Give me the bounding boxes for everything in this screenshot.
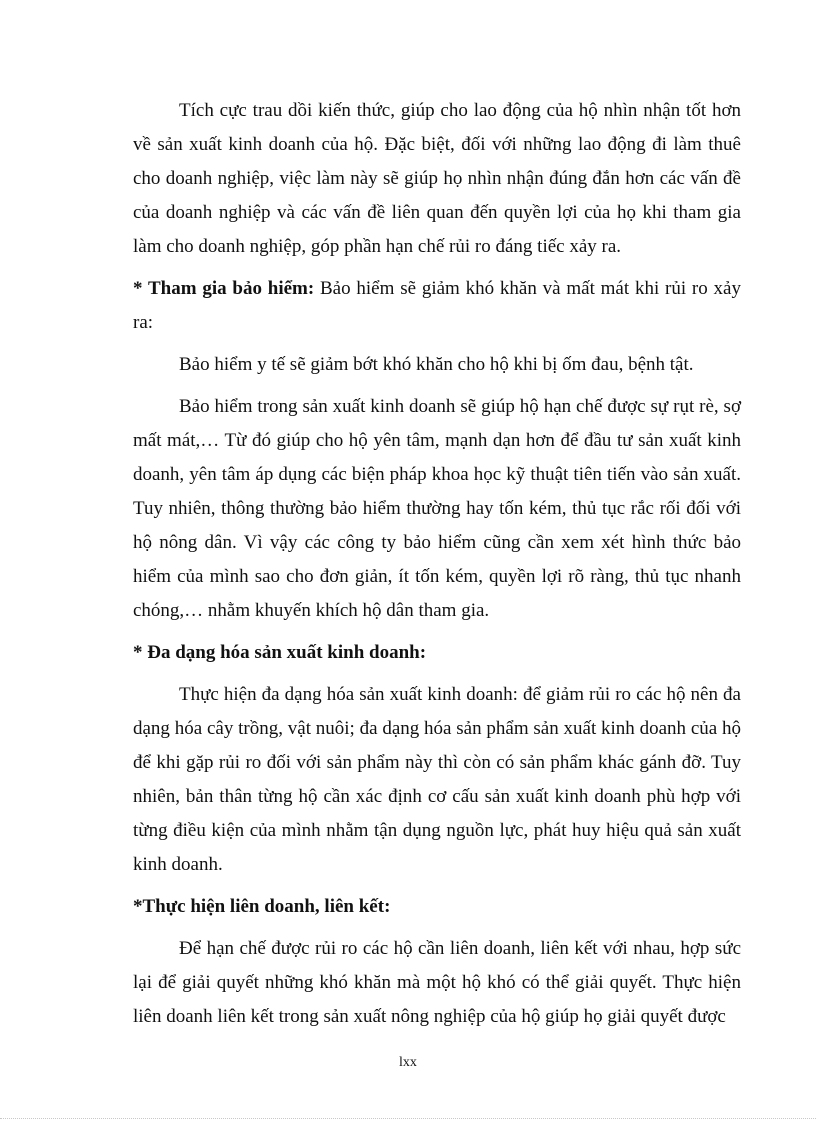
paragraph-diversify: Thực hiện đa dạng hóa sản xuất kinh doanh: để giảm rủi ro các hộ nên đa dạng hóa cây trồng, vật nuôi; đa dạng hóa sản phẩm sản xuất kinh doanh của hộ để khi gặp rủi ro đối với sản phẩm này thì còn có sản phẩm khác gánh đỡ. Tuy nhiên, bản thân từng hộ cần xác định cơ cấu sản xuất kinh doanh phù hợp với từng điều kiện của mình nhằm tận dụng nguồn lực, phát huy hiệu quả sản xuất kinh doanh. (133, 684, 741, 875)
paragraph-knowledge: Tích cực trau dồi kiến thức, giúp cho lao động của hộ nhìn nhận tốt hơn về sản xuất kinh doanh của hộ. Đặc biệt, đối với những lao động đi làm thuê cho doanh nghiệp, việc làm này sẽ giúp họ nhìn nhận đúng đắn hơn các vấn đề của doanh nghiệp và các vấn đề liên quan đến quyền lợi của họ khi tham gia làm cho doanh nghiệp, góp phần hạn chế rủi ro đáng tiếc xảy ra. (133, 100, 741, 257)
paragraph-health-insurance: Bảo hiểm y tế sẽ giảm bớt khó khăn cho hộ khi bị ốm đau, bệnh tật. (179, 354, 694, 375)
paragraph-joint-venture: Để hạn chế được rủi ro các hộ cần liên doanh, liên kết với nhau, hợp sức lại để giải quyết những khó khăn mà một hộ khó có thể giải quyết. Thực hiện liên doanh liên kết trong sản xuất nông nghiệp của hộ giúp họ giải quyết được (133, 938, 741, 1027)
heading-insurance: * Tham gia bảo hiểm: (133, 278, 315, 299)
paragraph-insurance-intro (133, 272, 741, 340)
page-bottom-divider (0, 1118, 816, 1119)
insurance-intro-text: Bảo hiểm sẽ giảm khó khăn và mất mát khi rủi ro xảy ra: (133, 278, 741, 333)
paragraph-business-insurance: Bảo hiểm trong sản xuất kinh doanh sẽ giúp hộ hạn chế được sự rụt rè, sợ mất mát,… Từ đó giúp cho hộ yên tâm, mạnh dạn hơn để đầu tư sản xuất kinh doanh, yên tâm áp dụng các biện pháp khoa học kỹ thuật tiên tiến vào sản xuất. Tuy nhiên, thông thường bảo hiểm thường hay tốn kém, thủ tục rắc rối đối với hộ nông dân. Vì vậy các công ty bảo hiểm cũng cần xem xét hình thức bảo hiểm của mình sao cho đơn giản, ít tốn kém, quyền lợi rõ ràng, thủ tục nhanh chóng,… nhằm khuyến khích hộ dân tham gia. (133, 396, 741, 621)
heading-joint-venture: *Thực hiện liên doanh, liên kết: (133, 896, 391, 917)
body-text (133, 94, 741, 1034)
heading-diversify: * Đa dạng hóa sản xuất kinh doanh: (133, 642, 427, 663)
page-number: lxx (399, 1055, 417, 1070)
